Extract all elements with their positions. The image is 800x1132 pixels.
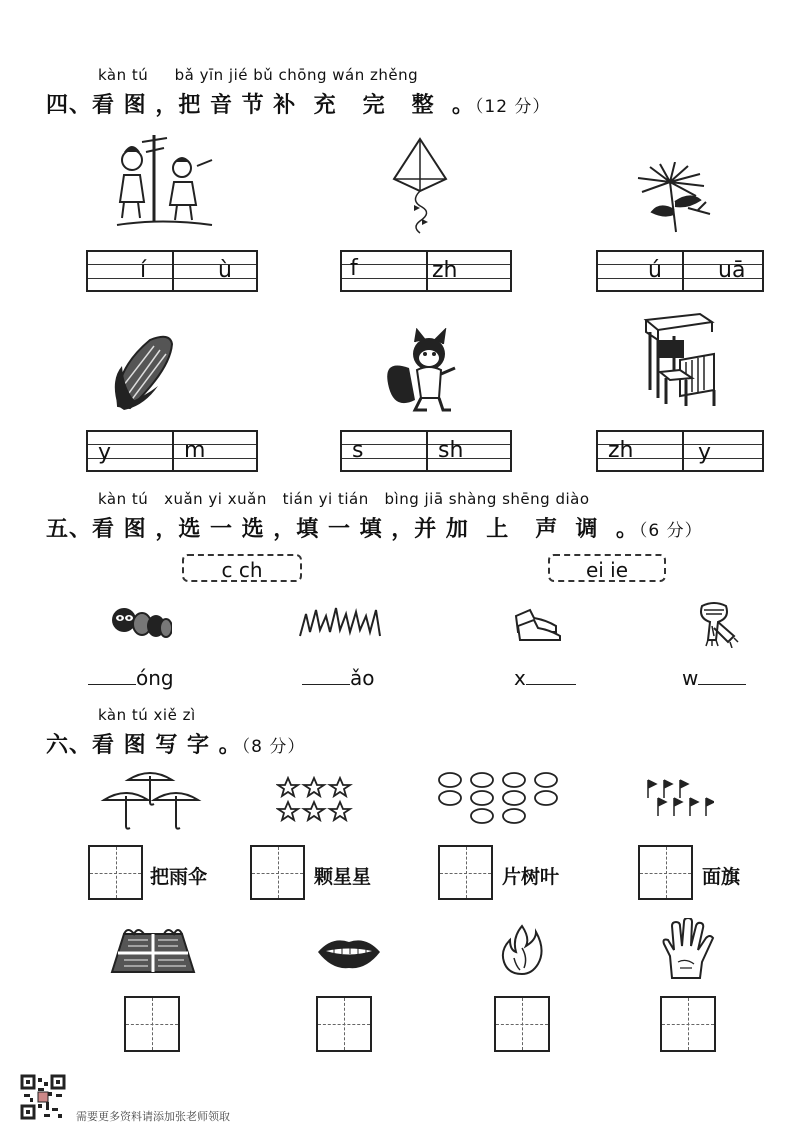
section4-heading-text: 四、看 图 ，把 音 节 补 充 完 整 。 bbox=[46, 93, 475, 118]
section5-pinyin: kàn tú xuǎn yi xuǎn tián yi tián bìng jiā shàng shēng diào bbox=[98, 490, 590, 508]
section5-score: （6 分） bbox=[638, 521, 703, 541]
writing-grid-4[interactable] bbox=[638, 845, 693, 900]
squirrel-icon bbox=[385, 328, 457, 412]
choice-box-vowels: ei ie bbox=[548, 554, 666, 582]
four-line-grid-2[interactable] bbox=[340, 250, 512, 292]
chrysanthemum-icon bbox=[630, 162, 720, 234]
children-planting-tree-icon bbox=[112, 130, 222, 230]
shoes-icon bbox=[512, 604, 562, 642]
answer-line[interactable] bbox=[698, 684, 746, 685]
writing-grid-8[interactable] bbox=[660, 996, 716, 1052]
grid-text-left: f bbox=[350, 256, 358, 281]
scarf-icon bbox=[688, 600, 740, 648]
section4-heading bbox=[46, 88, 550, 119]
section6-score: （8 分） bbox=[241, 737, 306, 757]
four-line-grid-4[interactable] bbox=[86, 430, 258, 472]
section6-pinyin: kàn tú xiě zì bbox=[98, 706, 196, 724]
grid-text-right: sh bbox=[438, 438, 464, 463]
grid-text-left: í bbox=[140, 258, 147, 283]
grass-icon bbox=[298, 606, 384, 640]
answer-line[interactable] bbox=[88, 684, 136, 685]
grid-text-left: s bbox=[352, 438, 364, 463]
measure-word-3: 片树叶 bbox=[502, 866, 560, 888]
grid-text-right: y bbox=[698, 440, 712, 465]
kite-icon bbox=[390, 135, 452, 235]
grid-text-left: zh bbox=[608, 438, 634, 463]
blank-suffix: ǎo bbox=[350, 666, 375, 690]
writing-grid-3[interactable] bbox=[438, 845, 493, 900]
section5-heading-text: 五、看 图 ，选 一 选 ，填 一 填 ，并 加 上 声 调 。 bbox=[46, 517, 639, 542]
stars-icon bbox=[276, 776, 356, 826]
section5-heading bbox=[46, 512, 703, 543]
measure-word-2: 颗星星 bbox=[314, 866, 372, 888]
answer-line[interactable] bbox=[526, 684, 576, 685]
writing-grid-6[interactable] bbox=[316, 996, 372, 1052]
four-line-grid-3[interactable] bbox=[596, 250, 764, 292]
desk-and-chair-icon bbox=[640, 310, 722, 410]
corn-icon bbox=[110, 330, 180, 412]
fill-blank-1[interactable] bbox=[88, 666, 174, 690]
grid-text-right: m bbox=[184, 438, 206, 463]
answer-line[interactable] bbox=[302, 684, 350, 685]
grid-text-left: y bbox=[98, 440, 112, 465]
four-line-grid-5[interactable] bbox=[340, 430, 512, 472]
choice-box-consonants: c ch bbox=[182, 554, 302, 582]
writing-grid-5[interactable] bbox=[124, 996, 180, 1052]
footer-text: 需要更多资料请添加张老师领取 bbox=[76, 1110, 230, 1123]
insect-icon bbox=[110, 604, 172, 640]
flags-icon bbox=[644, 778, 714, 820]
umbrellas-icon bbox=[100, 770, 202, 836]
section4-score: （12 分） bbox=[474, 97, 551, 117]
fill-blank-3[interactable] bbox=[514, 666, 576, 690]
measure-word-1: 把雨伞 bbox=[150, 866, 208, 888]
hand-icon bbox=[660, 918, 716, 980]
four-line-grid-1[interactable] bbox=[86, 250, 258, 292]
writing-grid-2[interactable] bbox=[250, 845, 305, 900]
blank-prefix: w bbox=[682, 666, 699, 690]
section6-heading-text: 六、看 图 写 字 。 bbox=[46, 733, 242, 758]
grid-text-right: zh bbox=[432, 258, 458, 283]
section6-heading bbox=[46, 728, 305, 759]
section4-pinyin: kàn tú bǎ yīn jié bǔ chōng wán zhěng bbox=[98, 66, 419, 84]
qr-code-icon[interactable] bbox=[20, 1074, 66, 1120]
blank-prefix: x bbox=[514, 666, 526, 690]
grid-text-right: ù bbox=[218, 258, 232, 283]
writing-grid-7[interactable] bbox=[494, 996, 550, 1052]
measure-word-4: 面旗 bbox=[702, 866, 741, 888]
four-line-grid-6[interactable] bbox=[596, 430, 764, 472]
blank-suffix: óng bbox=[136, 666, 174, 690]
grid-text-right: uā bbox=[718, 258, 746, 283]
field-icon bbox=[108, 924, 198, 976]
leaves-icon bbox=[436, 770, 570, 828]
fire-icon bbox=[500, 924, 544, 976]
fill-blank-2[interactable] bbox=[302, 666, 375, 690]
grid-text-left: ú bbox=[648, 258, 662, 283]
writing-grid-1[interactable] bbox=[88, 845, 143, 900]
mouth-icon bbox=[316, 934, 382, 970]
fill-blank-4[interactable] bbox=[682, 666, 746, 690]
